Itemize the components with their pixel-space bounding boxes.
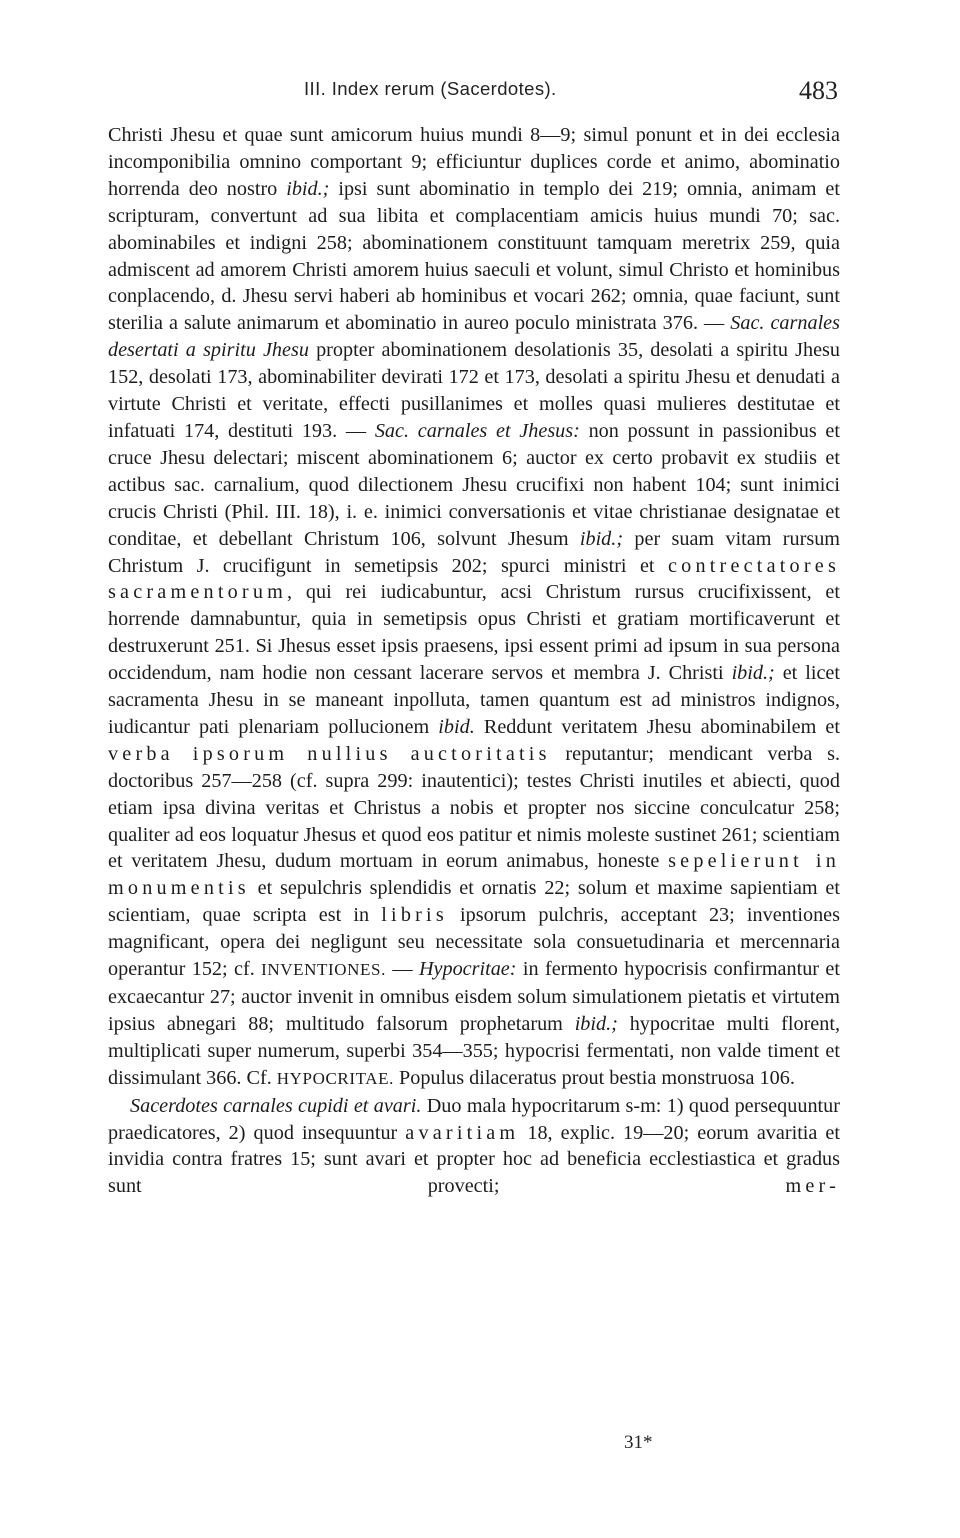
text-run: ibid. xyxy=(438,715,475,738)
text-run: ipsorum pulchris, acceptant 23; inventiones magnificant, opera dei negligunt seu necessitate sola consuetudinaria et mercennaria operantur 152; cf. xyxy=(108,904,840,981)
text-run: reputantur; mendicant verba s. doctoribus 257—258 (cf. supra 299: inautentici); testes Christi inutiles et abiecti, quod etiam ipsa divina veritas et Christus a nobis et propter nos siccine conculcatur 258; qualiter ad eos loquatur Jhesus et quod eos patitur et nimis moleste sustinet 261; scientiam et veritatem Jhesu, dudum mortuam in eorum animabus, honeste xyxy=(108,742,840,873)
text-run: INVENTIONES. xyxy=(261,960,386,980)
text-run: Hypocritae: xyxy=(418,958,517,981)
page xyxy=(108,76,840,1200)
text-run: contrectatores sacramentorum xyxy=(108,554,840,604)
text-run: libris xyxy=(381,904,448,927)
text-run: ibid.; xyxy=(574,1012,618,1035)
text-run: — xyxy=(385,958,419,981)
text-run: Reddunt veritatem Jhesu abominabilem et xyxy=(474,715,840,738)
text-run: ipsi sunt abominatio in templo dei 219; omnia, animam et scripturam, convertunt ad sua libita et complacentiam amicis huius mundi 70; sac. abominabiles et indigni 258; abominationem constituunt tamquam meretrix 259, quia admiscent ad amorem Christi amorem huius saeculi et volunt, simul Christo et hominibus conplacendo, d. Jhesu servi haberi ab hominibus et vocari 262; omnia, quae faciunt, sunt sterilia a salute animarum et abominatio in aureo poculo ministrata 376. — xyxy=(108,177,840,335)
text-run: Sac. carnales et Jhesus: xyxy=(374,419,580,442)
text-run: et sepulchris splendidis et ornatis 22; solum et maxime sapientiam et scientiam, quae scripta est in xyxy=(108,877,840,927)
text-run: 18, explic. 19—20; eorum avaritia et invidia contra fratres 15; sunt avari et propter hoc ad beneficia ecclestiastica et gradus sunt provecti; xyxy=(108,1121,840,1198)
text-run: avaritiam xyxy=(405,1121,520,1144)
text-run: Duo mala hypocritarum s-m: 1) quod persequuntur praedicatores, 2) quod insequuntur xyxy=(108,1094,840,1144)
text-run: per suam vitam rursum Christum J. crucifigunt in semetipsis 202; spurci ministri et xyxy=(108,527,840,577)
text-run: in fermento hypocrisis confirmantur et excaecantur 27; auctor invenit in omnibus eisdem solum simulationem pietatis et virtutem ipsius abnegari 88; multitudo falsorum prophetarum xyxy=(108,958,840,1035)
text-run: mer- xyxy=(785,1175,840,1198)
page-header-title: III. Index rerum (Sacerdotes). xyxy=(304,78,557,99)
text-run: et licet sacramenta Jhesu in se maneant inpolluta, tamen quantum est ad ministros indignos, iudicantur pati plenariam pollucionem xyxy=(108,662,841,738)
text-run: HYPOCRITAE. xyxy=(276,1068,394,1088)
text-run: non possunt in passionibus et cruce Jhesu delectari; miscent abominationem 6; auctor ex certo probavit ex studiis et actibus sac. carnalium, quod dilectionem Jhesu crucifixi non habent 104; sunt inimici crucis Christi (Phil. III. 18), i. e. inimici conversationis et vitae christianae designatae et conditae, et debellant Christum 106, solvunt Jhesum xyxy=(108,419,840,550)
text-run: Sac. carnales desertati a spiritu Jhesu xyxy=(108,312,840,362)
text-run: propter abominationem desolationis 35, desolati a spiritu Jhesu 152, desolati 173, abominabiliter devirati 172 et 173, desolati a spiritu Jhesu et denudati a virtute Christi et veritate, effecti pusillanimes et molles quasi mulieres destitutae et infatuati 174, destituti 193. — xyxy=(108,339,840,442)
text-run: , qui rei iudicabuntur, acsi Christum rursus crucifixissent, et horrende damnabuntur, quia in semetipsis opus Christi et gratiam mortificaverunt et destruxerunt 251. Si Jhesus esset ipsis praesens, ipsi essent primi ad ipsum in sua persona occidendum, nam hodie non cessant lacerare servos et membra J. Christi xyxy=(108,581,840,685)
signature-mark: 31* xyxy=(624,1432,653,1453)
text-run: Christi Jhesu et quae sunt amicorum huius mundi 8—9; simul ponunt et in dei ecclesia incomponibilia omnino comportant 9; efficiuntur duplices corde et animo, abominatio horrenda deo nostro xyxy=(108,124,840,200)
running-head xyxy=(108,76,840,112)
paragraph-cupidi-avari xyxy=(108,1093,840,1201)
index-text xyxy=(108,122,840,1200)
page-number: 483 xyxy=(799,76,838,105)
text-run: verba ipsorum nullius auctoritatis xyxy=(108,742,551,765)
text-run: hypocritae multi florent, multiplicati super numerum, superbi 354—355; hypocrisi fermentati, non valde timent et dissimulant 366. Cf. xyxy=(108,1012,840,1089)
paragraph-sacerdotes-carnales xyxy=(108,122,840,1093)
text-run: sepelierunt in monumentis xyxy=(108,850,840,900)
text-run: Sacerdotes carnales cupidi et avari. xyxy=(130,1094,422,1117)
text-run: ibid.; xyxy=(579,527,624,550)
text-run: ibid.; xyxy=(286,177,330,200)
text-run: Populus dilaceratus prout bestia monstruosa 106. xyxy=(393,1066,795,1089)
text-run: ibid.; xyxy=(731,662,775,685)
